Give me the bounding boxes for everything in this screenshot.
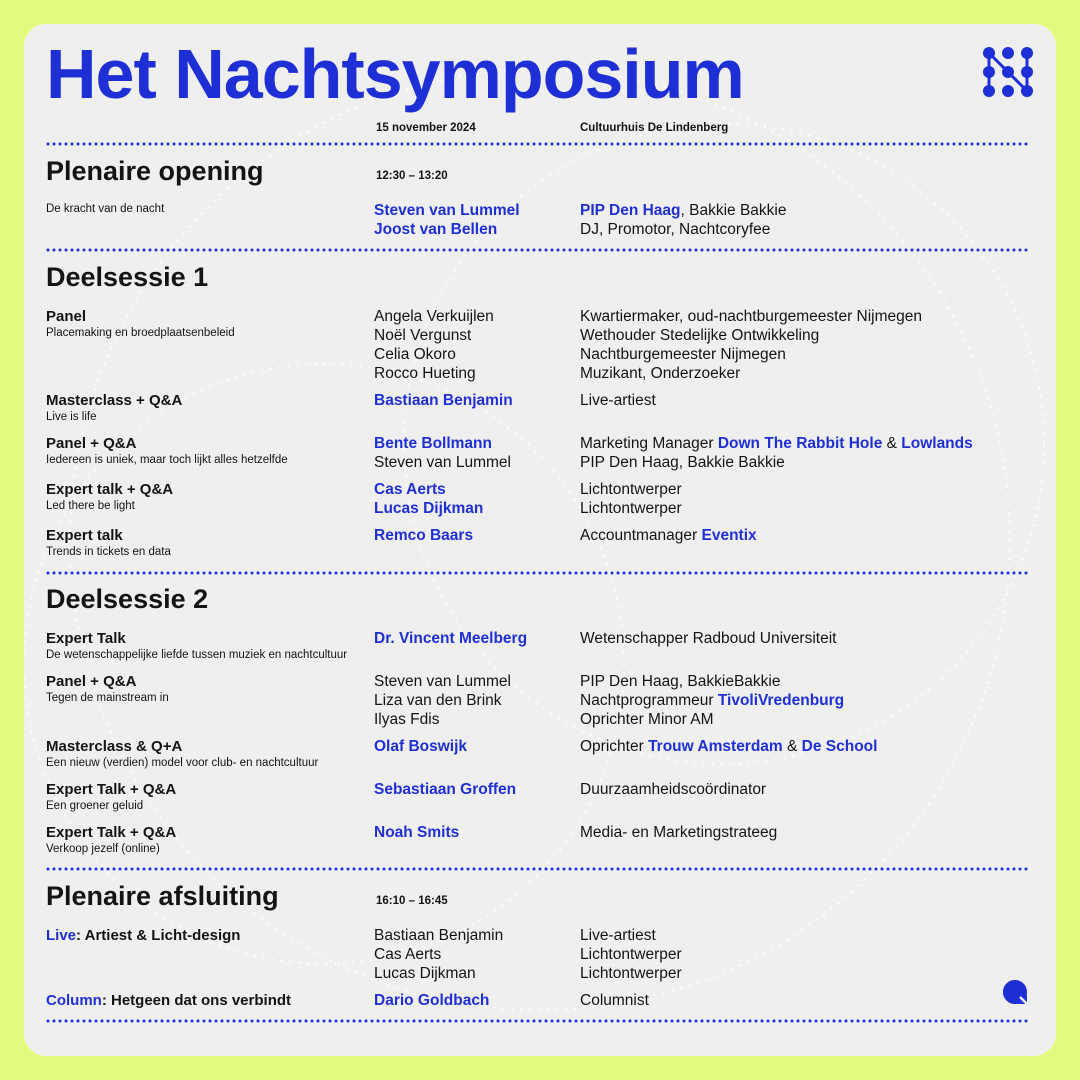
speaker-role: PIP Den Haag, Bakkie Bakkie <box>580 454 785 471</box>
speaker-role: Lichtontwerper <box>580 500 682 517</box>
speaker-role: Lichtontwerper <box>580 481 682 498</box>
speaker-name: Liza van den Brink <box>374 692 502 709</box>
role-text: Nachtprogrammeur <box>580 692 718 709</box>
speaker-role <box>580 201 786 220</box>
speaker-name: Cas Aerts <box>374 946 442 963</box>
speaker-role <box>580 691 844 710</box>
label-prefix: Live <box>46 927 77 944</box>
opening-time: 12:30 – 13:20 <box>376 170 448 182</box>
speaker-name: Lucas Dijkman <box>374 965 476 982</box>
speaker-name: Cas Aerts <box>374 481 446 498</box>
speaker-name: Noël Vergunst <box>374 327 472 344</box>
section-title-opening: Plenaire opening <box>46 156 264 186</box>
speaker-role <box>580 737 877 756</box>
program-card <box>24 24 1056 1056</box>
speaker-role: Nachtburgemeester Nijmegen <box>580 346 786 363</box>
speaker-role: Lichtontwerper <box>580 946 682 963</box>
speaker-role: Media- en Marketingstrateeg <box>580 824 778 841</box>
role-text: & <box>882 435 902 452</box>
speaker-name: Bastiaan Benjamin <box>374 392 513 409</box>
opening-subtitle: De kracht van de nacht <box>46 203 165 215</box>
session-subtitle: De wetenschappelijke liefde tussen muziek en nachtcultuur <box>46 649 348 661</box>
org-highlight: PIP Den Haag <box>580 202 681 219</box>
session-subtitle: Een nieuw (verdien) model voor club- en nachtcultuur <box>46 757 319 769</box>
speaker-name: Remco Baars <box>374 527 474 544</box>
speaker-role: PIP Den Haag, BakkieBakkie <box>580 673 781 690</box>
speaker-role <box>580 526 757 545</box>
session-label: Expert talk <box>46 527 123 544</box>
speaker-name: Rocco Hueting <box>374 365 476 382</box>
session-label: Expert Talk + Q&A <box>46 781 177 798</box>
speaker-name: Celia Okoro <box>374 346 456 363</box>
speaker-name: Noah Smits <box>374 824 460 841</box>
session-subtitle: Trends in tickets en data <box>46 546 171 558</box>
speaker-role: Lichtontwerper <box>580 965 682 982</box>
dotted-separator <box>46 1019 1030 1023</box>
session-label: Masterclass + Q&A <box>46 392 183 409</box>
speaker-name: Olaf Boswijk <box>374 738 468 755</box>
org-highlight: De School <box>801 738 878 755</box>
speaker-name: Bente Bollmann <box>374 435 492 452</box>
event-venue: Cultuurhuis De Lindenberg <box>580 122 729 134</box>
speaker-role: DJ, Promotor, Nachtcoryfee <box>580 221 771 238</box>
dotted-separator <box>46 867 1030 871</box>
speaker-role: Kwartiermaker, oud-nachtburgemeester Nijmegen <box>580 308 923 325</box>
session-subtitle: Tegen de mainstream in <box>46 692 169 704</box>
speaker-role: Columnist <box>580 992 649 1009</box>
section-title-s2: Deelsessie 2 <box>46 584 209 614</box>
role-text: , Bakkie Bakkie <box>680 202 787 219</box>
org-highlight: Lowlands <box>901 435 973 452</box>
role-text: Marketing Manager <box>580 435 718 452</box>
session-label: Panel <box>46 308 87 325</box>
session-label: Masterclass & Q+A <box>46 738 183 755</box>
org-highlight: TivoliVredenburg <box>717 692 845 709</box>
dotted-separator <box>46 248 1030 252</box>
session-label: Expert Talk <box>46 630 126 647</box>
dotted-separator <box>46 142 1030 146</box>
speaker-name: Ilyas Fdis <box>374 711 440 728</box>
label-text: : Hetgeen dat ons verbindt <box>101 992 292 1009</box>
dots-n-logo-icon <box>982 46 1034 98</box>
session-label: Panel + Q&A <box>46 673 137 690</box>
speaker-name: Steven van Lummel <box>374 454 511 471</box>
speaker-name: Sebastiaan Groffen <box>374 781 517 798</box>
org-highlight: Down The Rabbit Hole <box>717 435 883 452</box>
session-label: Panel + Q&A <box>46 435 137 452</box>
session-subtitle: Een groener geluid <box>46 800 144 812</box>
session-label: Expert talk + Q&A <box>46 481 174 498</box>
speaker-role: Wetenschapper Radboud Universiteit <box>580 630 837 647</box>
closing-time: 16:10 – 16:45 <box>376 895 448 907</box>
dotted-separator <box>46 571 1030 575</box>
speaker-name: Angela Verkuijlen <box>374 308 494 325</box>
speaker-role: Muzikant, Onderzoeker <box>580 365 741 382</box>
speaker-name: Lucas Dijkman <box>374 500 484 517</box>
section-title-s1: Deelsessie 1 <box>46 262 209 292</box>
speaker-role <box>580 434 973 453</box>
session-subtitle: Verkoop jezelf (online) <box>46 843 160 855</box>
speaker-role: Wethouder Stedelijke Ontwikkeling <box>580 327 820 344</box>
label-text: : Artiest & Licht-design <box>76 927 241 944</box>
speaker-role: Oprichter Minor AM <box>580 711 714 728</box>
org-highlight: Trouw Amsterdam <box>648 738 783 755</box>
event-date: 15 november 2024 <box>376 122 476 134</box>
session-label <box>46 991 291 1010</box>
session-subtitle: Placemaking en broedplaatsenbeleid <box>46 327 235 339</box>
speaker-name: Dr. Vincent Meelberg <box>374 630 528 647</box>
speaker-name: Joost van Bellen <box>374 221 498 238</box>
session-label: Expert Talk + Q&A <box>46 824 177 841</box>
speaker-name: Steven van Lummel <box>374 673 511 690</box>
speaker-name: Steven van Lummel <box>374 202 520 219</box>
org-highlight: Eventix <box>701 527 757 544</box>
speaker-role: Duurzaamheidscoördinator <box>580 781 767 798</box>
page-title: Het Nachtsymposium <box>46 35 744 113</box>
q-badge-icon <box>1002 979 1028 1005</box>
label-prefix: Column <box>46 992 102 1009</box>
session-subtitle: Led there be light <box>46 500 135 512</box>
role-text: Accountmanager <box>580 527 702 544</box>
role-text: & <box>782 738 802 755</box>
speaker-name: Bastiaan Benjamin <box>374 927 504 944</box>
section-title-closing: Plenaire afsluiting <box>46 881 279 911</box>
speaker-role: Live-artiest <box>580 927 656 944</box>
session-subtitle: Live is life <box>46 411 97 423</box>
role-text: Oprichter <box>580 738 649 755</box>
session-label <box>46 926 240 945</box>
speaker-name: Dario Goldbach <box>374 992 490 1009</box>
session-subtitle: Iedereen is uniek, maar toch lijkt alles hetzelfde <box>46 454 288 466</box>
speaker-role: Live-artiest <box>580 392 656 409</box>
